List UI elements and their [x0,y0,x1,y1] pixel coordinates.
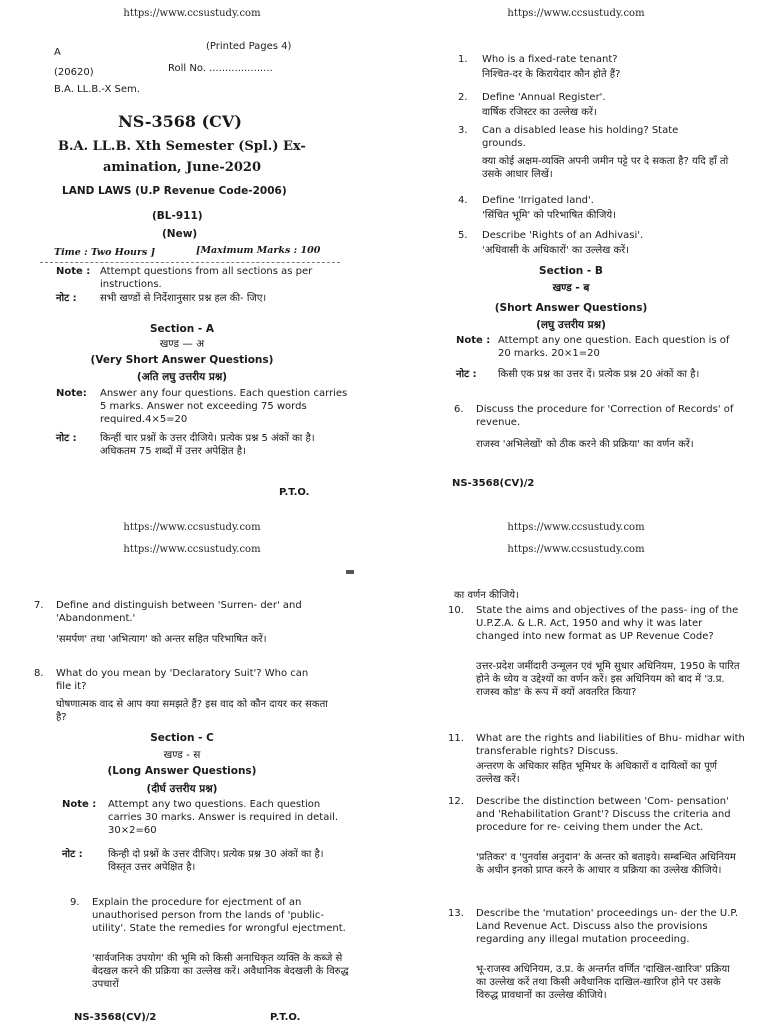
page-url-top: https://www.ccsustudy.com [123,522,261,533]
paper-number: (20620) [54,67,94,78]
section-b-note: Note : Attempt any one question. Each question is of 20 marks. 20×1=20 [456,335,730,359]
continued-text: का वर्णन कीजिये। [454,590,519,601]
page-footer-code: NS-3568(CV)/2 [74,1012,157,1023]
section-a-title: Section - A [149,323,214,335]
page-url: https://www.ccsustudy.com [123,8,261,19]
question-6: 6. Discuss the procedure for 'Correction of Records' of revenue. राजस्व 'अभिलेखों' को ठीक करने की प्रक्रिया' का वर्णन करें। [454,404,734,450]
page-footer-code: NS-3568(CV)/2 [452,478,535,489]
instructions-note: Note : Attempt questions from all sections as per instructions. [56,266,313,290]
question-1: 1. Who is a fixed-rate tenant? निश्चित-दर के किरायेदार कौन होते हैं? [458,54,621,80]
exam-title-line-1: B.A. LL.B. Xth Semester (Spl.) Ex- [58,139,306,154]
question-4: 4. Define 'Irrigated land'. 'सिंचित भूमि' को परिभाषित कीजिये। [458,195,616,221]
roll-number-line: Roll No. .................... [168,63,273,74]
exam-page-3 [0,512,384,1024]
question-12: 12. Describe the distinction between 'Com- pensation' and 'Rehabilitation Grant'? Discuss the criteria and procedure for re- ceiving them under the Act. 'प्रतिकर' व 'पुनर्वास अनुदान' के अन्तर को बताइये। सम्बन्धित अधिनियम के अधीन इनको प्राप्त करने के आधार व प्रक्रिया का उल्लेख कीजिये। [448,796,736,876]
vsaq-title-hindi: (अति लघु उत्तरीय प्रश्न) [136,371,228,383]
section-b-title: Section - B [539,265,603,277]
question-7: 7. Define and distinguish between 'Surren- der' and 'Abandonment.' 'समर्पण' तथा 'अभित्याग' को अन्तर सहित परिभाषित करें। [34,600,302,645]
section-c-note: Note : Attempt any two questions. Each question carries 30 marks. Answer is required in detail. 30×2=60 [62,799,339,836]
page-url: https://www.ccsustudy.com [507,8,645,19]
paper-id: (BL-911) [152,210,203,222]
exam-title-line-2: amination, June-2020 [103,160,262,175]
page-url: https://www.ccsustudy.com [507,544,645,555]
question-5: 5. Describe 'Rights of an Adhivasi'. 'अधिवासी के अधिकारों' का उल्लेख करें। [458,230,644,256]
question-2: 2. Define 'Annual Register'. वार्षिक रजिस्टर का उल्लेख करें। [458,92,606,118]
question-13: 13. Describe the 'mutation' proceedings un- der the U.P. Land Revenue Act. Discuss also the provisions regarding any illegal mutation proceeding. भू-राजस्व अधिनियम, उ.प्र. के अन्तर्गत वर्णित 'दाखिल-खारिज' प्रक्रिया का उल्लेख करें तथा किसी अवैधानिक दाखिल-खारिज होने पर उसके विरुद्ध प्रावधानों का उल्लेख कीजिये। [448,908,739,1001]
maximum-marks: [Maximum Marks : 100 [196,245,321,256]
question-9: 9. Explain the procedure for ejectment of an unauthorised person from the lands of 'public-utility'. State the remedies for wrongful ejectment. 'सार्वजनिक उपयोग' की भूमि को किसी अनाधिकृत व्यक्ति के कब्जे से बेदखल करने की प्रक्रिया का उल्लेख करें। अवैधानिक बेदखली के विरुद्ध उपचारों [70,897,349,990]
new-label: (New) [162,228,198,240]
section-a-hindi: खण्ड — अ [159,338,205,350]
section-c-note-hindi: नोट : किन्ही दो प्रश्नों के उत्तर दीजिए। प्रत्येक प्रश्न 30 अंकों का है। विस्तृत उत्तर अपेक्षित है। [62,849,324,873]
page-url: https://www.ccsustudy.com [123,544,261,555]
saq-title: (Short Answer Questions) [494,302,648,314]
exam-page-4 [384,512,768,1024]
section-b-note-hindi: नोट : किसी एक प्रश्न का उत्तर दें। प्रत्येक प्रश्न 20 अंकों का है। [456,369,700,380]
vsaq-title: (Very Short Answer Questions) [90,354,274,366]
series-code: A [54,47,61,58]
paper-code: NS-3568 (CV) [118,112,242,131]
section-a-note-hindi: नोट : किन्हीं चार प्रश्नों के उत्तर दीजिये। प्रत्येक प्रश्न 5 अंकों का है। अधिकतम 75 शब्दों में उत्तर अपेक्षित है। [56,433,315,457]
section-a-note: Note: Answer any four questions. Each question carries 5 marks. Answer not exceeding 75 words required.4×5=20 [56,388,348,425]
pto-label: P.T.O. [279,487,310,498]
question-8: 8. What do you mean by 'Declaratory Suit'? Who can file it? घोषणात्मक वाद से आप क्या समझते हैं? इस वाद को कौन दायर कर सकता है? [34,668,328,723]
pto-label: P.T.O. [270,1012,301,1023]
section-c-title: Section - C [150,732,214,744]
question-10: 10. State the aims and objectives of the pass- ing of the U.P.Z.A. & L.R. Act, 1950 and why it was later changed into new format as UP Revenue Code? उत्तर-प्रदेश जमींदारी उन्मूलन एवं भूमि सुधार अधिनियम, 1950 के पारित होने के ध्येय व उद्देश्यों का वर्णन करें। इस अधिनियम को बाद में 'उ.प्र. राजस्व कोड' के रूप में क्यों अवतरित किया? [448,605,740,698]
section-c-hindi: खण्ड - स [163,749,201,761]
exam-page-1 [0,0,384,512]
exam-page-2 [384,0,768,512]
question-11: 11. What are the rights and liabilities of Bhu- midhar with transferable rights? Discuss. अन्तरण के अधिकार सहित भूमिधर के अधिकारों व दायित्वों का पूर्ण उल्लेख करें। [448,733,745,785]
page-url-top: https://www.ccsustudy.com [507,522,645,533]
subject-title: LAND LAWS (U.P Revenue Code-2006) [62,185,287,197]
time-allowed: Time : Two Hours ] [54,247,156,258]
instructions-note-hindi: नोट : सभी खण्डों से निर्देशानुसार प्रश्न हल की- जिए। [56,293,267,304]
printed-pages: (Printed Pages 4) [206,41,292,52]
laq-title: (Long Answer Questions) [107,765,257,777]
saq-title-hindi: (लघु उत्तरीय प्रश्न) [536,319,606,331]
section-b-hindi: खण्ड - ब [552,282,590,294]
divider [40,262,340,263]
course-label: B.A. LL.B.-X Sem. [54,84,140,95]
laq-title-hindi: (दीर्घ उत्तरीय प्रश्न) [146,783,218,795]
scan-speck [346,570,354,574]
question-3: 3. Can a disabled lease his holding? State grounds. क्या कोई अक्षम-व्यक्ति अपनी जमीन पट्टे पर दे सकता है? यदि हाँ तो उसके आधार लिखें। [458,125,729,180]
